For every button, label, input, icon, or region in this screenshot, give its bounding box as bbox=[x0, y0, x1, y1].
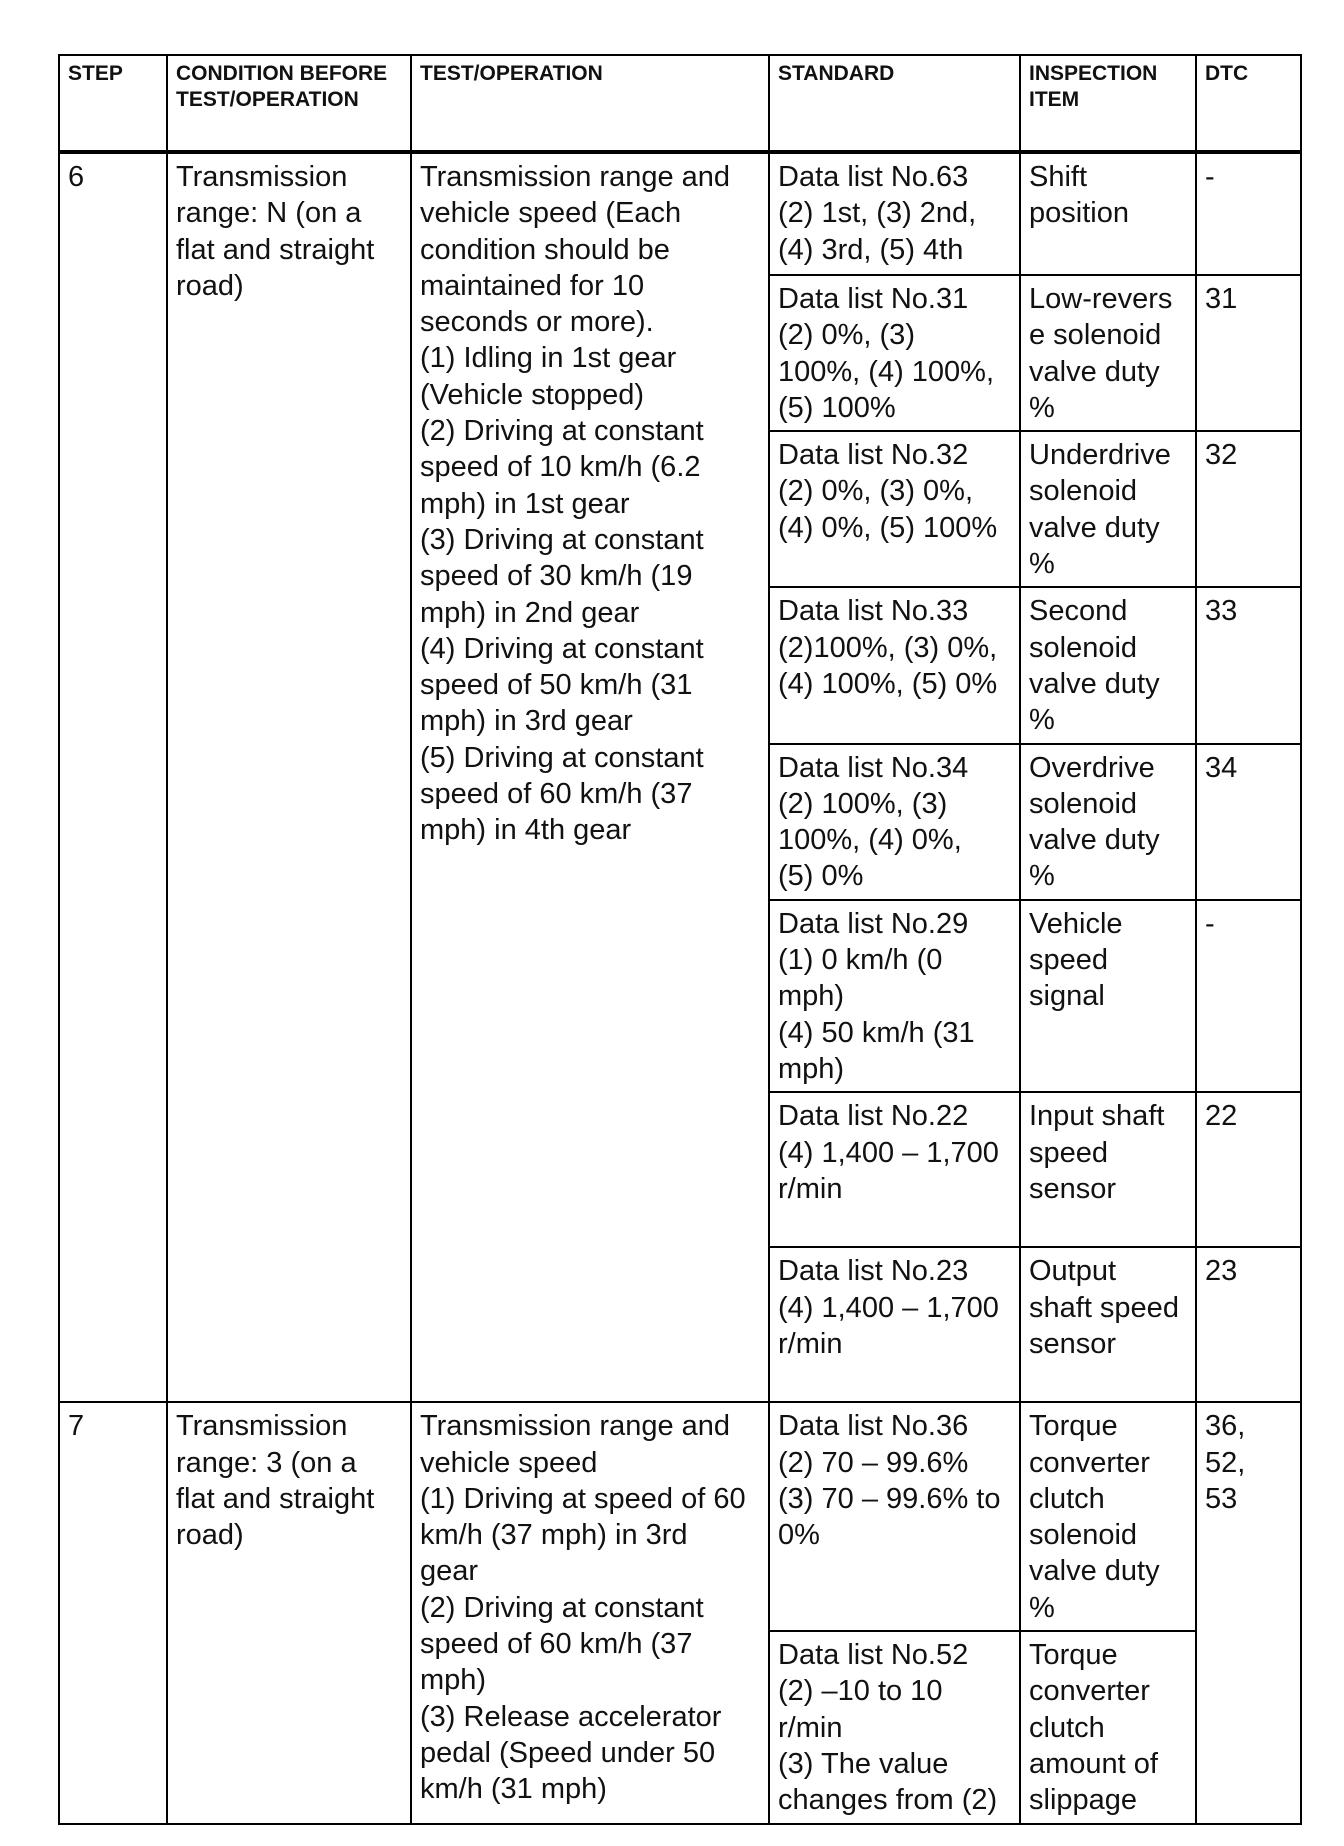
standard-cell: Data list No.31 (2) 0%, (3) 100%, (4) 100%, (5) 100% bbox=[769, 275, 1020, 431]
standard-cell: Data list No.36 (2) 70 – 99.6% (3) 70 – 99.6% to 0% bbox=[769, 1402, 1020, 1631]
inspection-item-cell: Second solenoid valve duty % bbox=[1020, 587, 1196, 743]
standard-cell: Data list No.32 (2) 0%, (3) 0%, (4) 0%, (5) 100% bbox=[769, 431, 1020, 587]
dtc-cell: - bbox=[1196, 153, 1301, 275]
standard-cell: Data list No.33 (2)100%, (3) 0%, (4) 100%, (5) 0% bbox=[769, 587, 1020, 743]
standard-cell: Data list No.29 (1) 0 km/h (0 mph) (4) 50 km/h (31 mph) bbox=[769, 900, 1020, 1092]
dtc-cell: - bbox=[1196, 900, 1301, 1092]
standard-cell: Data list No.34 (2) 100%, (3) 100%, (4) 0%, (5) 0% bbox=[769, 744, 1020, 900]
inspection-item-cell: Vehicle speed signal bbox=[1020, 900, 1196, 1092]
step-7-number: 7 bbox=[59, 1402, 167, 1823]
standard-cell: Data list No.23 (4) 1,400 – 1,700 r/min bbox=[769, 1247, 1020, 1402]
step-6-operation: Transmission range and vehicle speed (Each condition should be maintained for 10 seconds or more). (1) Idling in 1st gear (Vehicle stopped) (2) Driving at constant speed of 10 km/h (6.2 mph) in 1st gear (3) Driving at constant speed of 30 km/h (19 mph) in 2nd gear (4) Driving at constant speed of 50 km/h (31 mph) in 3rd gear (5) Driving at constant speed of 60 km/h (37 mph) in 4th gear bbox=[411, 153, 769, 1402]
header-step: STEP bbox=[59, 55, 167, 151]
inspection-item-cell: Torque converter clutch solenoid valve duty % bbox=[1020, 1402, 1196, 1631]
header-dtc: DTC bbox=[1196, 55, 1301, 151]
inspection-item-cell: Underdrive solenoid valve duty % bbox=[1020, 431, 1196, 587]
step-7-condition: Transmission range: 3 (on a flat and straight road) bbox=[167, 1402, 411, 1823]
header-standard: STANDARD bbox=[769, 55, 1020, 151]
table-row bbox=[59, 1402, 1301, 1631]
dtc-cell: 32 bbox=[1196, 431, 1301, 587]
dtc-cell: 23 bbox=[1196, 1247, 1301, 1402]
step-7-dtc: 36, 52, 53 bbox=[1196, 1402, 1301, 1823]
step-6-condition: Transmission range: N (on a flat and straight road) bbox=[167, 153, 411, 1402]
dtc-cell: 31 bbox=[1196, 275, 1301, 431]
inspection-item-cell: Torque converter clutch amount of slippage bbox=[1020, 1631, 1196, 1823]
inspection-item-cell: Low-revers e solenoid valve duty % bbox=[1020, 275, 1196, 431]
header-condition: CONDITION BEFORE TEST/OPERATION bbox=[167, 55, 411, 151]
inspection-item-cell: Output shaft speed sensor bbox=[1020, 1247, 1196, 1402]
header-inspection-item: INSPECTION ITEM bbox=[1020, 55, 1196, 151]
table-row bbox=[59, 153, 1301, 275]
inspection-item-cell: Input shaft speed sensor bbox=[1020, 1092, 1196, 1247]
dtc-cell: 22 bbox=[1196, 1092, 1301, 1247]
inspection-table-page bbox=[58, 54, 1300, 1825]
step-6-number: 6 bbox=[59, 153, 167, 1402]
inspection-table bbox=[58, 54, 1302, 1825]
header-test-operation: TEST/OPERATION bbox=[411, 55, 769, 151]
inspection-item-cell: Shift position bbox=[1020, 153, 1196, 275]
dtc-cell: 34 bbox=[1196, 744, 1301, 900]
standard-cell: Data list No.63 (2) 1st, (3) 2nd, (4) 3rd, (5) 4th bbox=[769, 153, 1020, 275]
standard-cell: Data list No.22 (4) 1,400 – 1,700 r/min bbox=[769, 1092, 1020, 1247]
inspection-item-cell: Overdrive solenoid valve duty % bbox=[1020, 744, 1196, 900]
standard-cell: Data list No.52 (2) –10 to 10 r/min (3) The value changes from (2) bbox=[769, 1631, 1020, 1823]
dtc-cell: 33 bbox=[1196, 587, 1301, 743]
header-row bbox=[59, 55, 1301, 151]
step-7-operation: Transmission range and vehicle speed (1) Driving at speed of 60 km/h (37 mph) in 3rd gear (2) Driving at constant speed of 60 km/h (37 mph) (3) Release accelerator pedal (Speed under 50 km/h (31 mph) bbox=[411, 1402, 769, 1823]
